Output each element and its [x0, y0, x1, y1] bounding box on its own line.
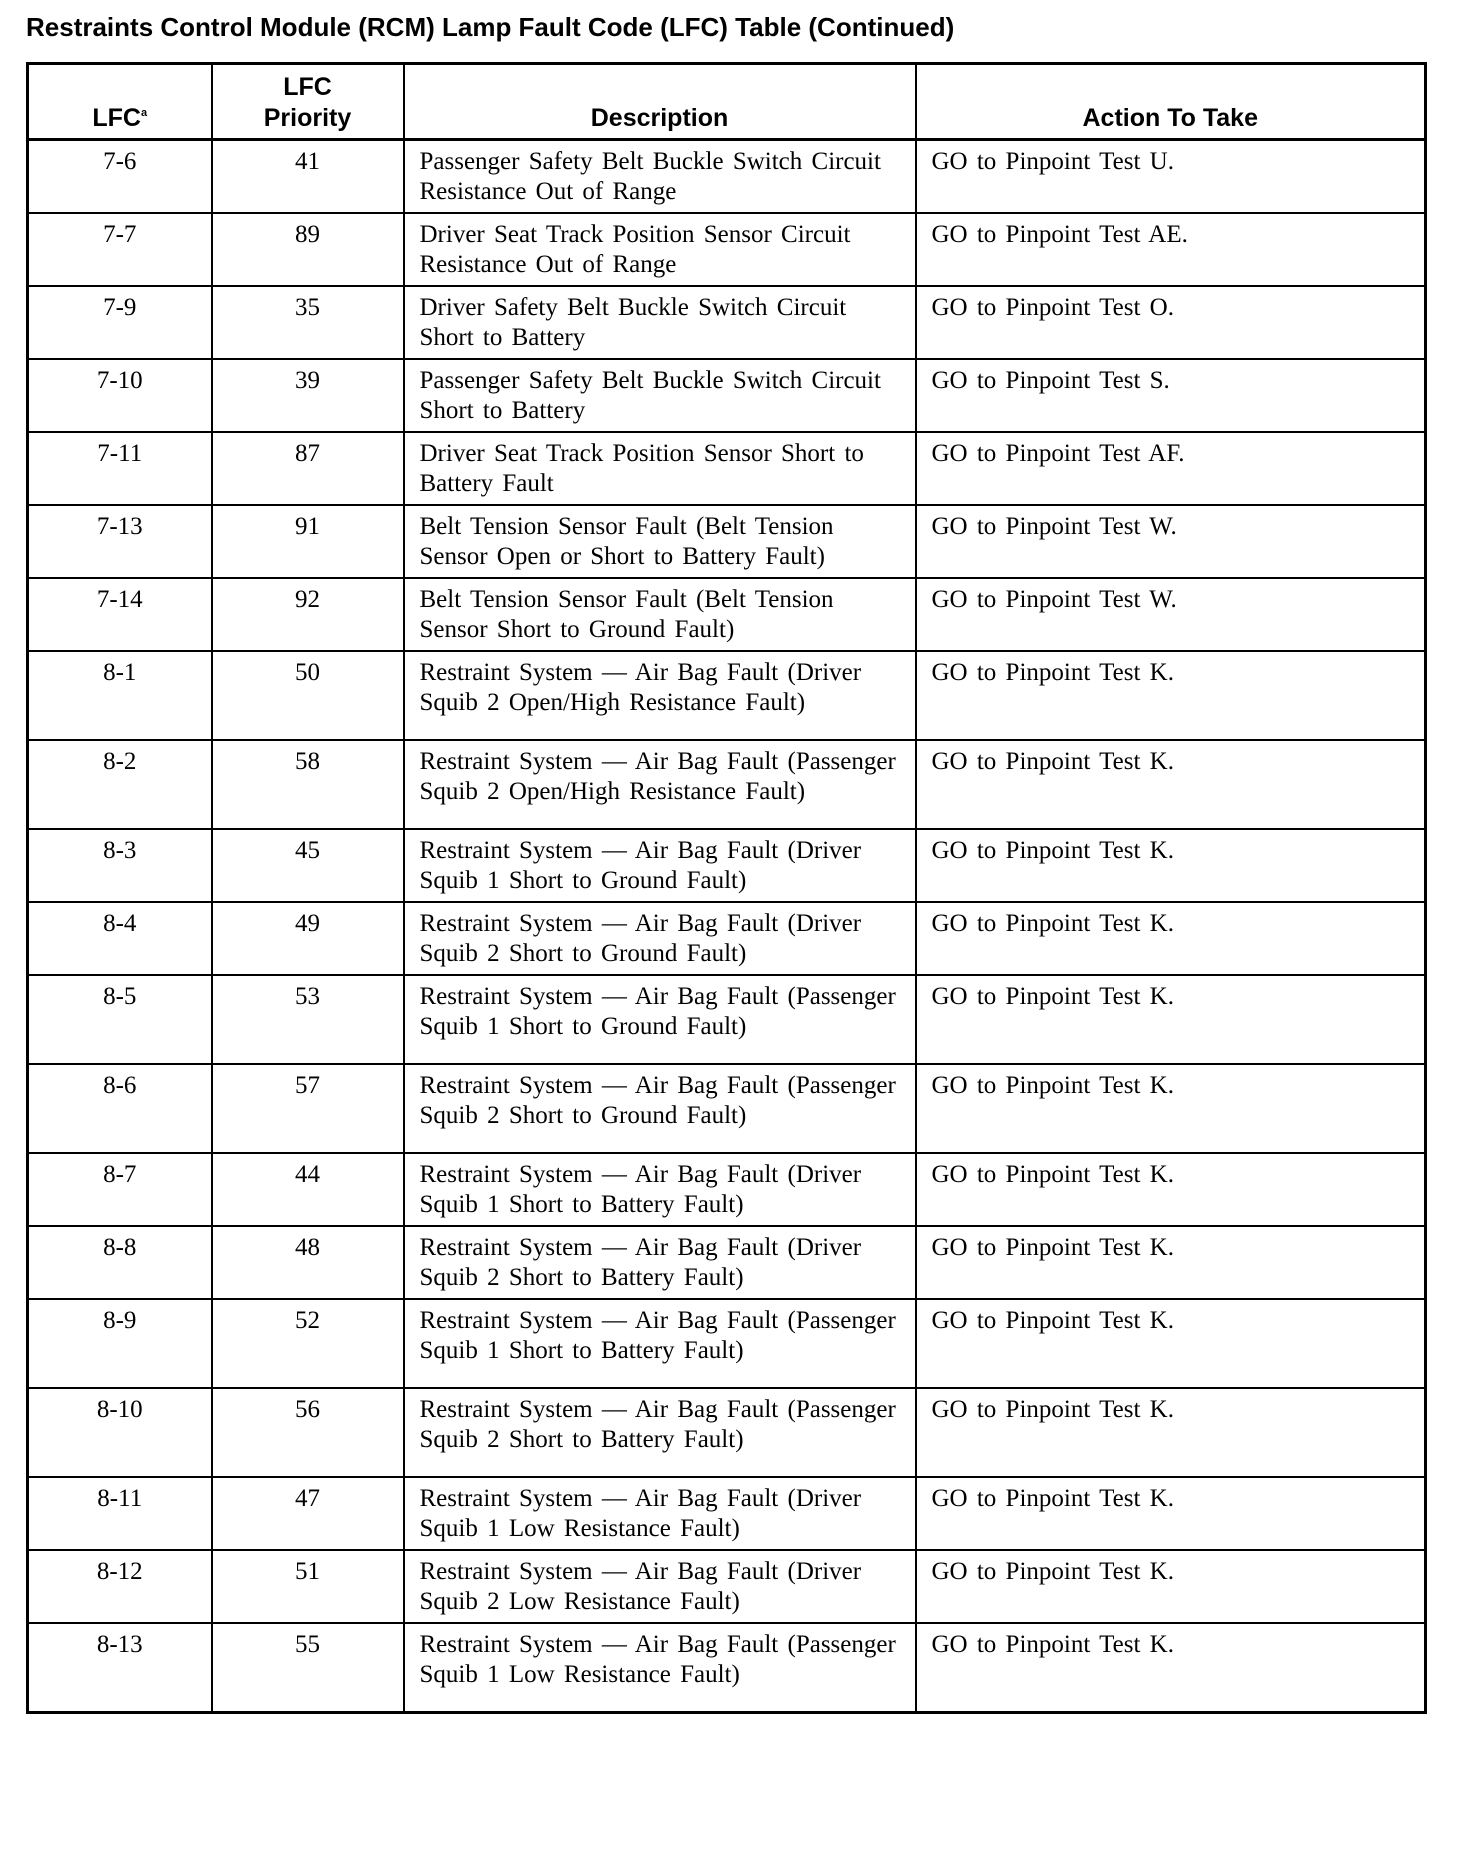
table-row: [28, 902, 1426, 975]
description-cell: Driver Safety Belt Buckle Switch Circuit Short to Battery: [404, 286, 916, 359]
action-cell: GO to Pinpoint Test K.: [916, 1550, 1426, 1623]
priority-cell: 56: [212, 1388, 404, 1477]
lfc-code-cell: 8-1: [28, 651, 212, 740]
description-cell: Belt Tension Sensor Fault (Belt Tension Sensor Open or Short to Battery Fault): [404, 505, 916, 578]
column-header-action: Action To Take: [916, 64, 1426, 140]
lfc-code-cell: 7-9: [28, 286, 212, 359]
description-cell: Restraint System — Air Bag Fault (Driver Squib 2 Short to Battery Fault): [404, 1226, 916, 1299]
table-row: [28, 829, 1426, 902]
lfc-code-cell: 7-11: [28, 432, 212, 505]
table-row: [28, 140, 1426, 214]
column-header-priority: [212, 64, 404, 140]
table-row: [28, 975, 1426, 1064]
action-cell: GO to Pinpoint Test K.: [916, 975, 1426, 1064]
table-row: [28, 1477, 1426, 1550]
description-cell: Driver Seat Track Position Sensor Short to Battery Fault: [404, 432, 916, 505]
description-cell: Restraint System — Air Bag Fault (Driver Squib 1 Low Resistance Fault): [404, 1477, 916, 1550]
table-row: [28, 359, 1426, 432]
action-cell: GO to Pinpoint Test K.: [916, 1388, 1426, 1477]
table-row: [28, 213, 1426, 286]
description-cell: Passenger Safety Belt Buckle Switch Circuit Resistance Out of Range: [404, 140, 916, 214]
lfc-code-cell: 8-3: [28, 829, 212, 902]
table-row: [28, 740, 1426, 829]
priority-cell: 50: [212, 651, 404, 740]
table-row: [28, 286, 1426, 359]
lfc-code-cell: 8-13: [28, 1623, 212, 1712]
priority-cell: 92: [212, 578, 404, 651]
action-cell: GO to Pinpoint Test O.: [916, 286, 1426, 359]
priority-cell: 53: [212, 975, 404, 1064]
action-cell: GO to Pinpoint Test K.: [916, 1623, 1426, 1712]
lfc-table: [26, 62, 1427, 1714]
description-cell: Restraint System — Air Bag Fault (Driver Squib 2 Short to Ground Fault): [404, 902, 916, 975]
priority-cell: 48: [212, 1226, 404, 1299]
action-cell: GO to Pinpoint Test K.: [916, 1153, 1426, 1226]
description-cell: Restraint System — Air Bag Fault (Passenger Squib 1 Low Resistance Fault): [404, 1623, 916, 1712]
description-cell: Restraint System — Air Bag Fault (Driver Squib 2 Low Resistance Fault): [404, 1550, 916, 1623]
action-cell: GO to Pinpoint Test K.: [916, 902, 1426, 975]
table-row: [28, 505, 1426, 578]
lfc-code-cell: 8-8: [28, 1226, 212, 1299]
description-cell: Passenger Safety Belt Buckle Switch Circuit Short to Battery: [404, 359, 916, 432]
description-cell: Restraint System — Air Bag Fault (Passenger Squib 1 Short to Ground Fault): [404, 975, 916, 1064]
page-title: Restraints Control Module (RCM) Lamp Fault Code (LFC) Table (Continued): [26, 12, 955, 42]
lfc-code-cell: 8-7: [28, 1153, 212, 1226]
column-header-lfc: [28, 64, 212, 140]
priority-cell: 49: [212, 902, 404, 975]
lfc-code-cell: 8-9: [28, 1299, 212, 1388]
lfc-code-cell: 8-10: [28, 1388, 212, 1477]
lfc-code-cell: 8-12: [28, 1550, 212, 1623]
lfc-code-cell: 7-7: [28, 213, 212, 286]
column-header-priority-line1: LFC: [283, 73, 332, 101]
priority-cell: 47: [212, 1477, 404, 1550]
table-row: [28, 1226, 1426, 1299]
description-cell: Restraint System — Air Bag Fault (Driver Squib 2 Open/High Resistance Fault): [404, 651, 916, 740]
description-cell: Driver Seat Track Position Sensor Circuit Resistance Out of Range: [404, 213, 916, 286]
priority-cell: 89: [212, 213, 404, 286]
priority-cell: 45: [212, 829, 404, 902]
priority-cell: 58: [212, 740, 404, 829]
table-row: [28, 1550, 1426, 1623]
priority-cell: 91: [212, 505, 404, 578]
column-header-description: Description: [404, 64, 916, 140]
priority-cell: 55: [212, 1623, 404, 1712]
table-row: [28, 578, 1426, 651]
description-cell: Restraint System — Air Bag Fault (Passenger Squib 1 Short to Battery Fault): [404, 1299, 916, 1388]
table-row: [28, 1153, 1426, 1226]
action-cell: GO to Pinpoint Test W.: [916, 505, 1426, 578]
priority-cell: 52: [212, 1299, 404, 1388]
lfc-code-cell: 8-4: [28, 902, 212, 975]
lfc-code-cell: 7-6: [28, 140, 212, 214]
table-row: [28, 432, 1426, 505]
priority-cell: 44: [212, 1153, 404, 1226]
description-cell: Restraint System — Air Bag Fault (Driver Squib 1 Short to Ground Fault): [404, 829, 916, 902]
table-row: [28, 1299, 1426, 1388]
action-cell: GO to Pinpoint Test K.: [916, 1299, 1426, 1388]
priority-cell: 39: [212, 359, 404, 432]
description-cell: Belt Tension Sensor Fault (Belt Tension Sensor Short to Ground Fault): [404, 578, 916, 651]
lfc-code-cell: 7-13: [28, 505, 212, 578]
table-row: [28, 1623, 1426, 1712]
lfc-code-cell: 7-10: [28, 359, 212, 432]
column-header-lfc-label: LFC: [92, 104, 141, 132]
action-cell: GO to Pinpoint Test K.: [916, 829, 1426, 902]
priority-cell: 57: [212, 1064, 404, 1153]
lfc-code-cell: 8-2: [28, 740, 212, 829]
action-cell: GO to Pinpoint Test W.: [916, 578, 1426, 651]
table-header-row: [28, 64, 1426, 140]
lfc-code-cell: 8-11: [28, 1477, 212, 1550]
lfc-code-cell: 8-5: [28, 975, 212, 1064]
action-cell: GO to Pinpoint Test AE.: [916, 213, 1426, 286]
table-row: [28, 1064, 1426, 1153]
action-cell: GO to Pinpoint Test K.: [916, 740, 1426, 829]
priority-cell: 35: [212, 286, 404, 359]
description-cell: Restraint System — Air Bag Fault (Passenger Squib 2 Short to Ground Fault): [404, 1064, 916, 1153]
description-cell: Restraint System — Air Bag Fault (Passenger Squib 2 Short to Battery Fault): [404, 1388, 916, 1477]
description-cell: Restraint System — Air Bag Fault (Passenger Squib 2 Open/High Resistance Fault): [404, 740, 916, 829]
footnote-marker: a: [140, 107, 148, 119]
action-cell: GO to Pinpoint Test K.: [916, 1477, 1426, 1550]
table-row: [28, 651, 1426, 740]
description-cell: Restraint System — Air Bag Fault (Driver Squib 1 Short to Battery Fault): [404, 1153, 916, 1226]
action-cell: GO to Pinpoint Test K.: [916, 1064, 1426, 1153]
table-row: [28, 1388, 1426, 1477]
action-cell: GO to Pinpoint Test AF.: [916, 432, 1426, 505]
priority-cell: 51: [212, 1550, 404, 1623]
table-body: [28, 140, 1426, 1713]
column-header-priority-line2: Priority: [263, 104, 352, 132]
action-cell: GO to Pinpoint Test U.: [916, 140, 1426, 214]
action-cell: GO to Pinpoint Test S.: [916, 359, 1426, 432]
priority-cell: 41: [212, 140, 404, 214]
action-cell: GO to Pinpoint Test K.: [916, 1226, 1426, 1299]
action-cell: GO to Pinpoint Test K.: [916, 651, 1426, 740]
lfc-code-cell: 8-6: [28, 1064, 212, 1153]
lfc-code-cell: 7-14: [28, 578, 212, 651]
priority-cell: 87: [212, 432, 404, 505]
